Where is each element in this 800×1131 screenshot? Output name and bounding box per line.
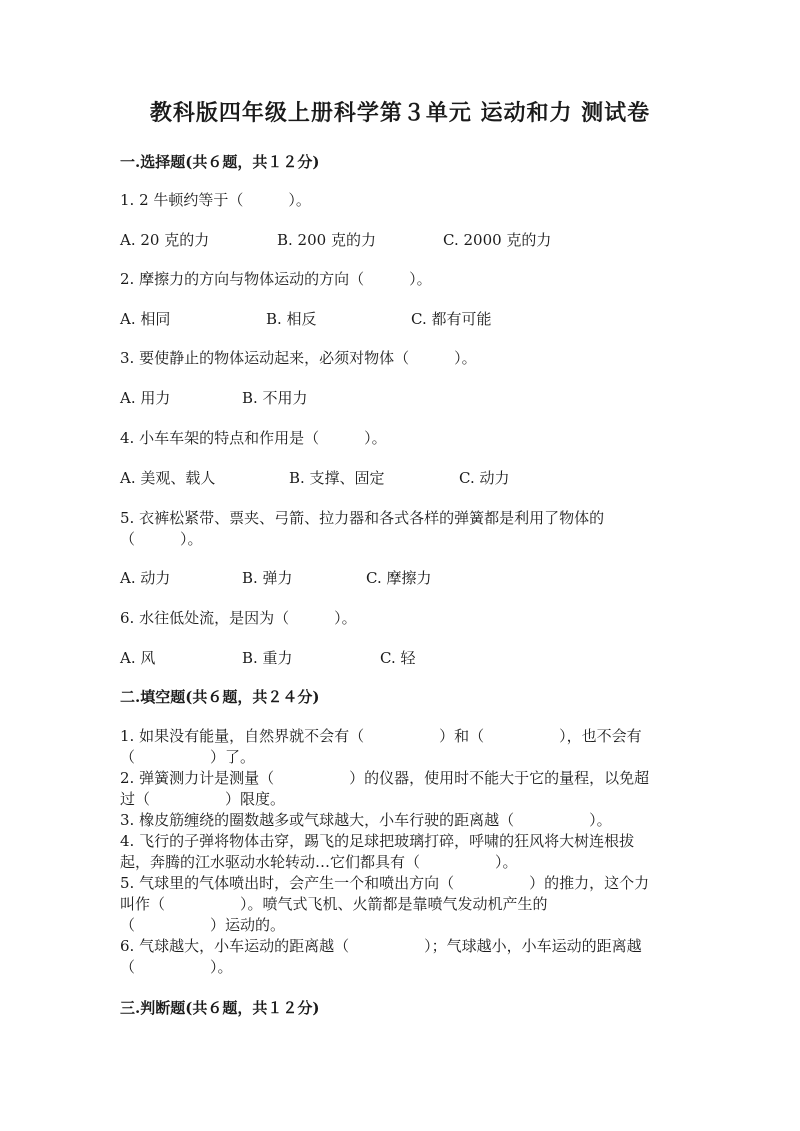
option-a: A. 相同 [120,310,171,328]
question-text-cont: （ ）。 [120,530,203,548]
option-b: B. 相反 [266,310,317,328]
question-text: 3. 要使静止的物体运动起来，必须对物体（ ）。 [120,349,477,367]
option-a: A. 美观、载人 [120,469,216,487]
fill-question-cont: 叫作（ ）。喷气式飞机、火箭都是靠喷气发动机产生的 [120,895,548,913]
option-b: B. 弹力 [242,569,293,587]
fill-question-cont: 过（ ）限度。 [120,790,286,808]
page-title: 教科版四年级上册科学第３单元 运动和力 测试卷 [149,100,651,126]
option-c: C. 摩擦力 [366,569,432,587]
fill-question-cont: （ ）运动的。 [120,916,286,934]
fill-question: 4. 飞行的子弹将物体击穿，踢飞的足球把玻璃打碎，呼啸的狂风将大树连根拔 [120,832,635,850]
option-c: C. 2000 克的力 [443,231,552,249]
option-b: B. 200 克的力 [277,231,376,249]
question-text: 1. 2 牛顿约等于（ ）。 [120,191,311,209]
option-a: A. 用力 [120,389,171,407]
fill-question-cont: 起，奔腾的江水驱动水轮转动…它们都具有（ ）。 [120,853,518,871]
question-text: 2. 摩擦力的方向与物体运动的方向（ ）。 [120,270,432,288]
option-c: C. 都有可能 [411,310,492,328]
option-b: B. 重力 [242,649,293,667]
option-b: B. 支撑、固定 [289,469,385,487]
fill-question: 6. 气球越大，小车运动的距离越（ ）；气球越小，小车运动的距离越 [120,937,642,955]
fill-question: 5. 气球里的气体喷出时，会产生一个和喷出方向（ ）的推力，这个力 [120,874,650,892]
option-a: A. 20 克的力 [120,231,210,249]
question-text: 6. 水往低处流，是因为（ ）。 [120,609,357,627]
option-a: A. 风 [120,649,156,667]
section-heading-choice: 一.选择题(共６题，共１２分) [120,153,320,171]
fill-question: 2. 弹簧测力计是测量（ ）的仪器，使用时不能大于它的量程，以免超 [120,769,650,787]
fill-question-cont: （ ）了。 [120,748,256,766]
question-text: 5. 衣裤松紧带、票夹、弓箭、拉力器和各式各样的弹簧都是利用了物体的 [120,509,605,527]
option-b: B. 不用力 [242,389,308,407]
question-text: 4. 小车车架的特点和作用是（ ）。 [120,429,387,447]
fill-question-cont: （ ）。 [120,958,233,976]
fill-question: 3. 橡皮筋缠绕的圈数越多或气球越大，小车行驶的距离越（ ）。 [120,811,612,829]
fill-question: 1. 如果没有能量，自然界就不会有（ ）和（ ），也不会有 [120,727,642,745]
option-a: A. 动力 [120,569,171,587]
section-heading-judge: 三.判断题(共６题，共１２分) [120,999,320,1017]
section-heading-fill: 二.填空题(共６题，共２４分) [120,688,320,706]
option-c: C. 轻 [380,649,416,667]
option-c: C. 动力 [459,469,510,487]
